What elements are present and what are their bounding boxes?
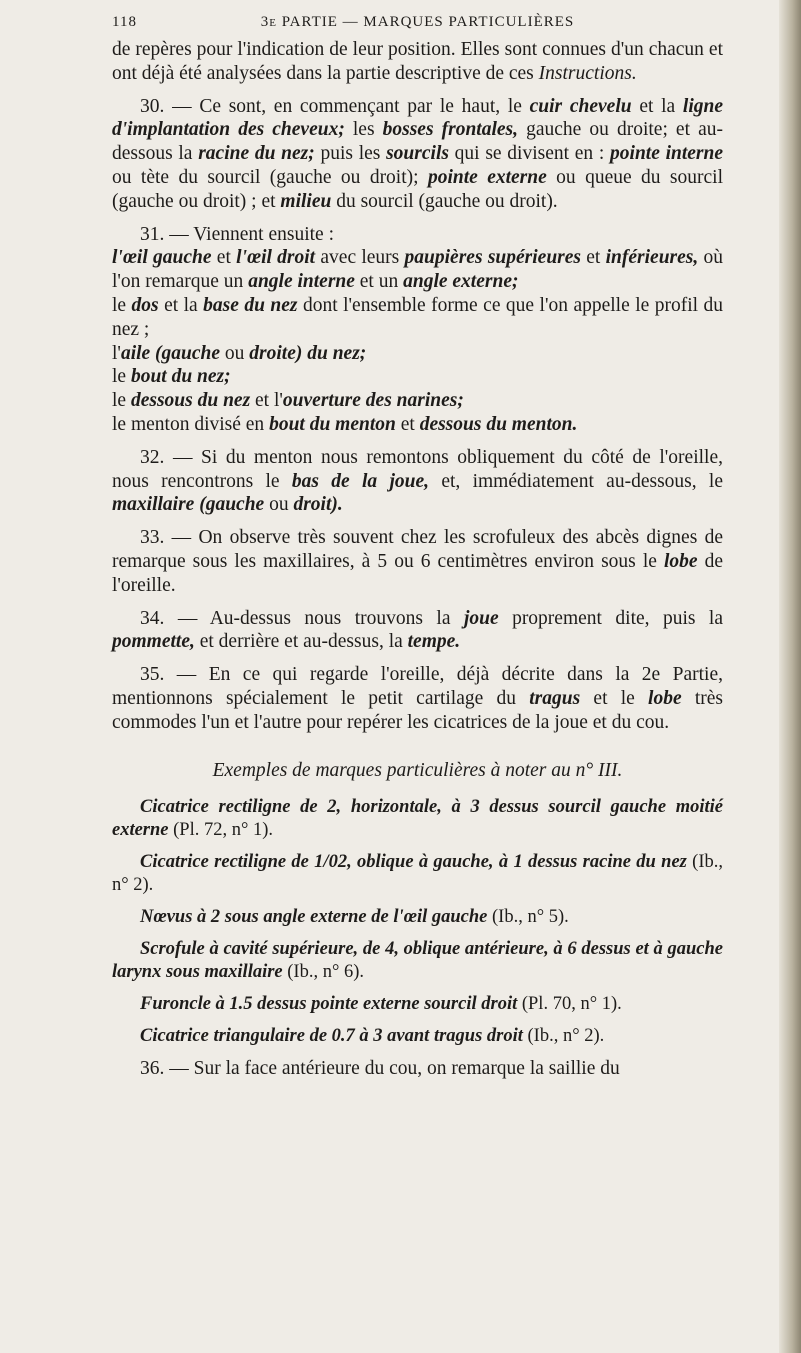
paragraph-35: 35. — En ce qui regarde l'oreille, déjà décrite dans la 2e Partie, mentionnons spécialement le petit cartilage du tragus et le lobe très commodes l'un et l'autre pour repérer les cicatrices de la joue et du cou.: [112, 664, 723, 733]
running-title: 3e PARTIE — MARQUES PARTICULIÈRES: [260, 14, 575, 30]
paragraph-30: 30. — Ce sont, en commençant par le haut, le cuir chevelu et la ligne d'implantation des cheveux; les bosses frontales, gauche ou droite; et au-dessous la racine du nez; puis les sourcils qui se divisent en : pointe interne ou tète du sourcil (gauche ou droit); pointe externe ou queue du sourcil (gauche ou droit) ; et milieu du sourcil (gauche ou droit).: [112, 95, 724, 212]
example-item: Furoncle à 1.5 dessus pointe externe sourcil droit (Pl. 70, n° 1).: [140, 994, 622, 1015]
paragraph-continuation: de repères pour l'indication de leur position. Elles sont connues d'un chacun et ont déjà été analysées dans la partie descriptive de ces Instructions.: [112, 39, 723, 84]
paragraph-32: 32. — Si du menton nous remontons obliquement du côté de l'oreille, nous rencontrons le bas de la joue, et, immédiatement au-dessous, le maxillaire (gauche ou droit).: [112, 446, 723, 516]
example-item: Nœvus à 2 sous angle externe de l'œil gauche (Ib., n° 5).: [140, 907, 569, 928]
paragraph-31-nose-back: le dos et la base du nez dont l'ensemble forme ce que l'on appelle le profil du nez ;: [112, 294, 724, 340]
page-edge-shadow: [779, 0, 801, 1353]
example-item: Scrofule à cavité supérieure, de 4, oblique antérieure, à 6 dessus et à gauche larynx sous maxillaire (Ib., n° 6).: [112, 939, 723, 983]
paragraph-31-chin: le menton divisé en bout du menton et dessous du menton.: [112, 413, 578, 435]
paragraph-31-eyes: l'œil gauche et l'œil droit avec leurs paupières supérieures et inférieures, où l'on remarque un angle interne et un angle externe;: [112, 247, 724, 293]
examples-title: Exemples de marques particulières à noter au n° III.: [212, 759, 623, 781]
paragraph-34: 34. — Au-dessus nous trouvons la joue proprement dite, puis la pommette, et derrière et au-dessus, la tempe.: [112, 607, 723, 653]
example-item: Cicatrice rectiligne de 2, horizontale, à 3 dessus sourcil gauche moitié externe (Pl. 72, n° 1).: [112, 797, 723, 841]
page-body: [112, 38, 723, 1090]
paragraph-31-nose-tip: le bout du nez;: [112, 366, 231, 388]
example-item: Cicatrice rectiligne de 1/02, oblique à gauche, à 1 dessus racine du nez (Ib., n° 2).: [112, 852, 723, 896]
paragraph-31-intro: 31. — Viennent ensuite :: [140, 223, 334, 245]
paragraph-36: 36. — Sur la face antérieure du cou, on remarque la saillie du: [140, 1058, 620, 1080]
example-item: Cicatrice triangulaire de 0.7 à 3 avant tragus droit (Ib., n° 2).: [140, 1026, 605, 1047]
paragraph-31-nose-wing: l'aile (gauche ou droite) du nez;: [112, 342, 367, 364]
running-header: [112, 14, 723, 36]
paragraph-31-nostrils: le dessous du nez et l'ouverture des narines;: [112, 390, 464, 412]
page-number: 118: [112, 14, 137, 30]
paragraph-33: 33. — On observe très souvent chez les scrofuleux des abcès dignes de remarque sous les maxillaires, à 5 ou 6 centimètres environ sous le lobe de l'oreille.: [112, 527, 723, 596]
